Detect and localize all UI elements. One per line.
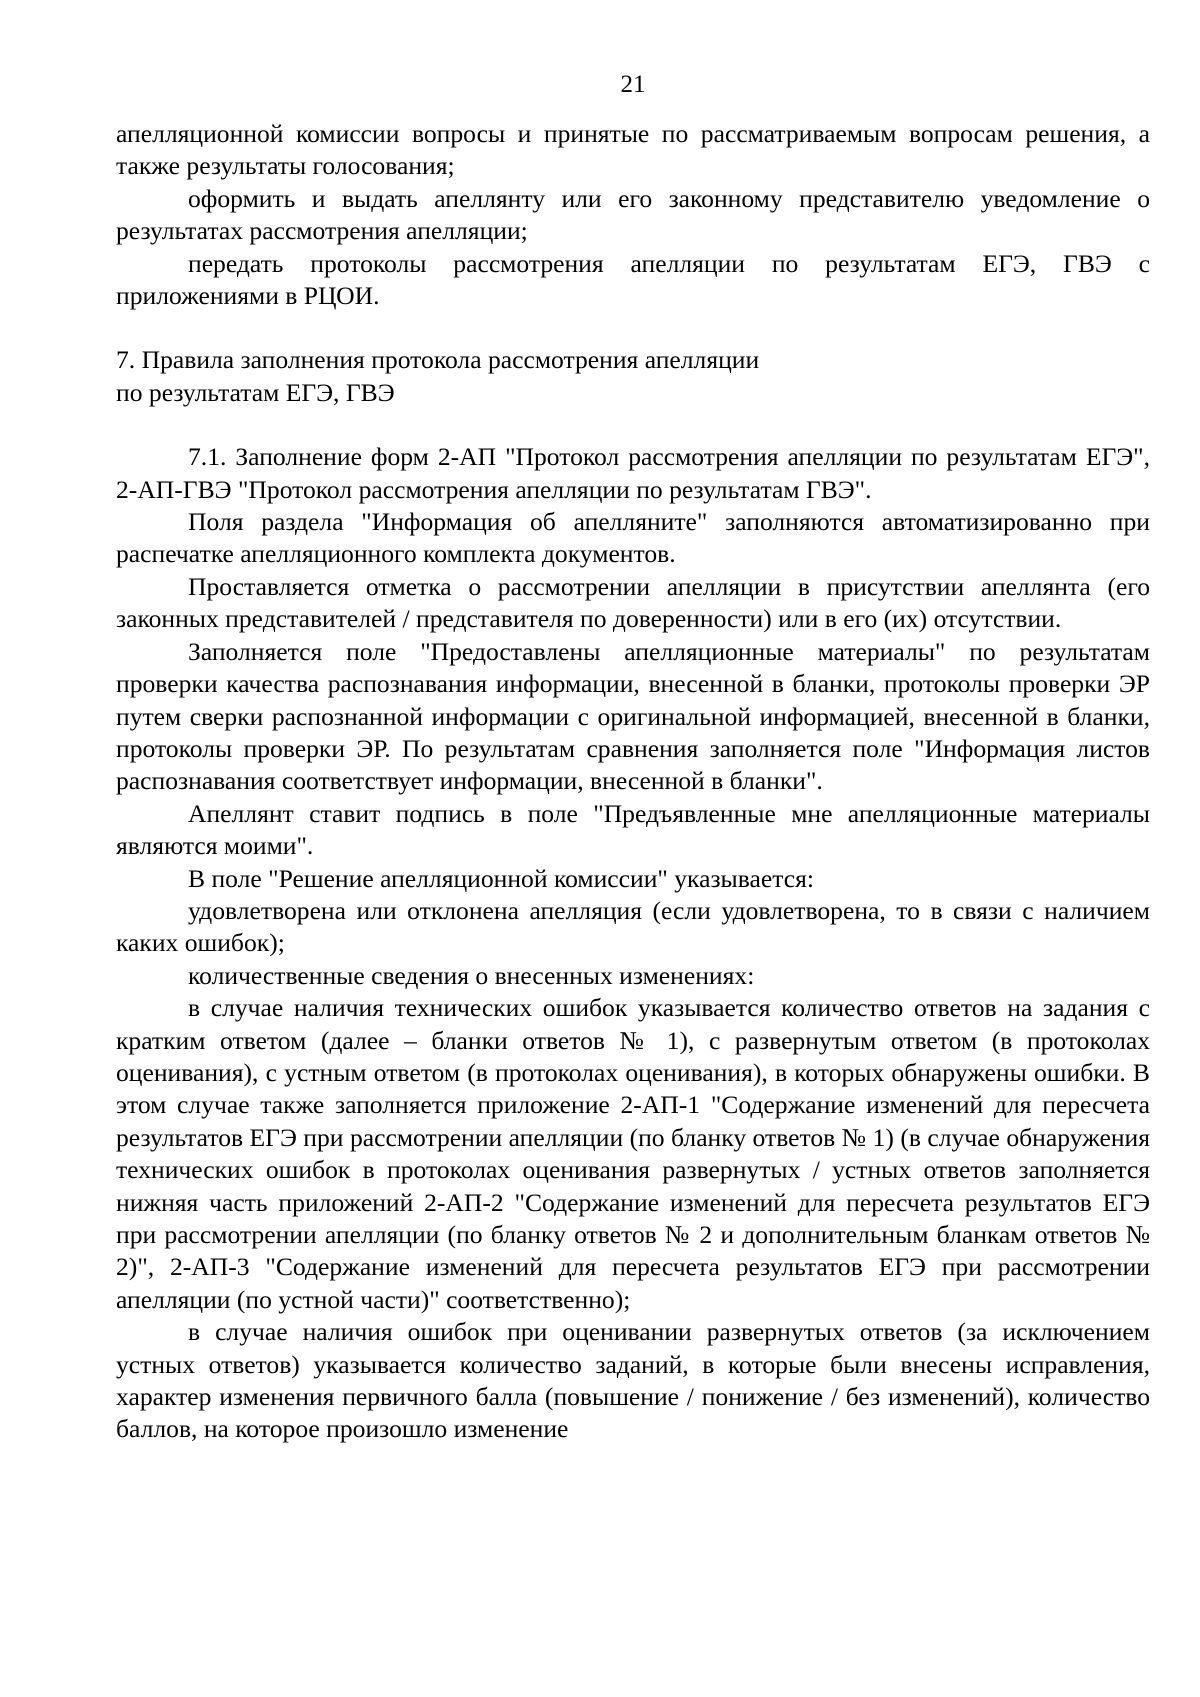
paragraph: Поля раздела "Информация об апелляните" заполняются автоматизированно при распечатке апелляционного комплекта документов. bbox=[116, 507, 1150, 569]
section-heading-line: по результатам ЕГЭ, ГВЭ bbox=[116, 377, 395, 407]
paragraph: 7.1. Заполнение форм 2-АП "Протокол рассмотрения апелляции по результатам ЕГЭ", 2-АП-ГВЭ "Протокол рассмотрения апелляции по результатам ГВЭ". bbox=[116, 442, 1150, 504]
section-heading bbox=[116, 344, 1150, 409]
paragraph: в случае наличия ошибок при оценивании развернутых ответов (за исключением устных ответов) указывается количество заданий, в которые были внесены исправления, характер изменения первичного балла (повышение / понижение / без изменений), количество баллов, на которое произошло изменение bbox=[116, 1317, 1150, 1444]
document-page bbox=[116, 0, 1150, 1697]
paragraph: в случае наличия технических ошибок указывается количество ответов на задания с кратким ответом (далее – бланки ответов № 1), с развернутым ответом (в протоколах оценивания), с устным ответом (в протоколах оценивания), в которых обнаружены ошибки. В этом случае также заполняется приложение 2-АП-1 "Содержание изменений для пересчета результатов ЕГЭ при рассмотрении апелляции (по бланку ответов № 1) (в случае обнаружения технических ошибок в протоколах оценивания развернутых / устных ответов заполняется нижняя часть приложений 2-АП-2 "Содержание изменений для пересчета результатов ЕГЭ при рассмотрении апелляции (по бланку ответов № 2 и дополнительным бланкам ответов № 2)", 2-АП-3 "Содержание изменений для пересчета результатов ЕГЭ при рассмотрении апелляции (по устной части)" соответственно); bbox=[116, 993, 1150, 1314]
paragraph: апелляционной комиссии вопросы и принятые по рассматриваемым вопросам решения, а также результаты голосования; bbox=[116, 119, 1150, 181]
paragraph: В поле "Решение апелляционной комиссии" указывается: bbox=[188, 863, 814, 893]
paragraph: количественные сведения о внесенных изменениях: bbox=[188, 960, 755, 990]
paragraph: Апеллянт ставит подпись в поле "Предъявленные мне апелляционные материалы являются моими". bbox=[116, 798, 1150, 861]
paragraph: Проставляется отметка о рассмотрении апелляции в присутствии апеллянта (его законных представителей / представителя по доверенности) или в его (их) отсутствии. bbox=[116, 571, 1150, 634]
document-content bbox=[116, 118, 1150, 1446]
paragraph: Заполняется поле "Предоставлены апелляционные материалы" по результатам проверки качества распознавания информации, внесенной в бланки, протоколы проверки ЭР путем сверки распознанной информации с оригинальной информацией, внесенной в бланки, протоколы проверки ЭР. По результатам сравнения заполняется поле "Информация листов распознавания соответствует информации, внесенной в бланки". bbox=[116, 636, 1150, 796]
page-number: 21 bbox=[620, 71, 646, 98]
paragraph: удовлетворена или отклонена апелляция (если удовлетворена, то в связи с наличием каких ошибок); bbox=[116, 895, 1150, 958]
paragraph: передать протоколы рассмотрения апелляции по результатам ЕГЭ, ГВЭ с приложениями в РЦОИ. bbox=[116, 248, 1150, 311]
section-heading-line: 7. Правила заполнения протокола рассмотрения апелляции bbox=[116, 345, 760, 375]
paragraph: оформить и выдать апеллянту или его законному представителю уведомление о результатах рассмотрения апелляции; bbox=[116, 183, 1150, 246]
